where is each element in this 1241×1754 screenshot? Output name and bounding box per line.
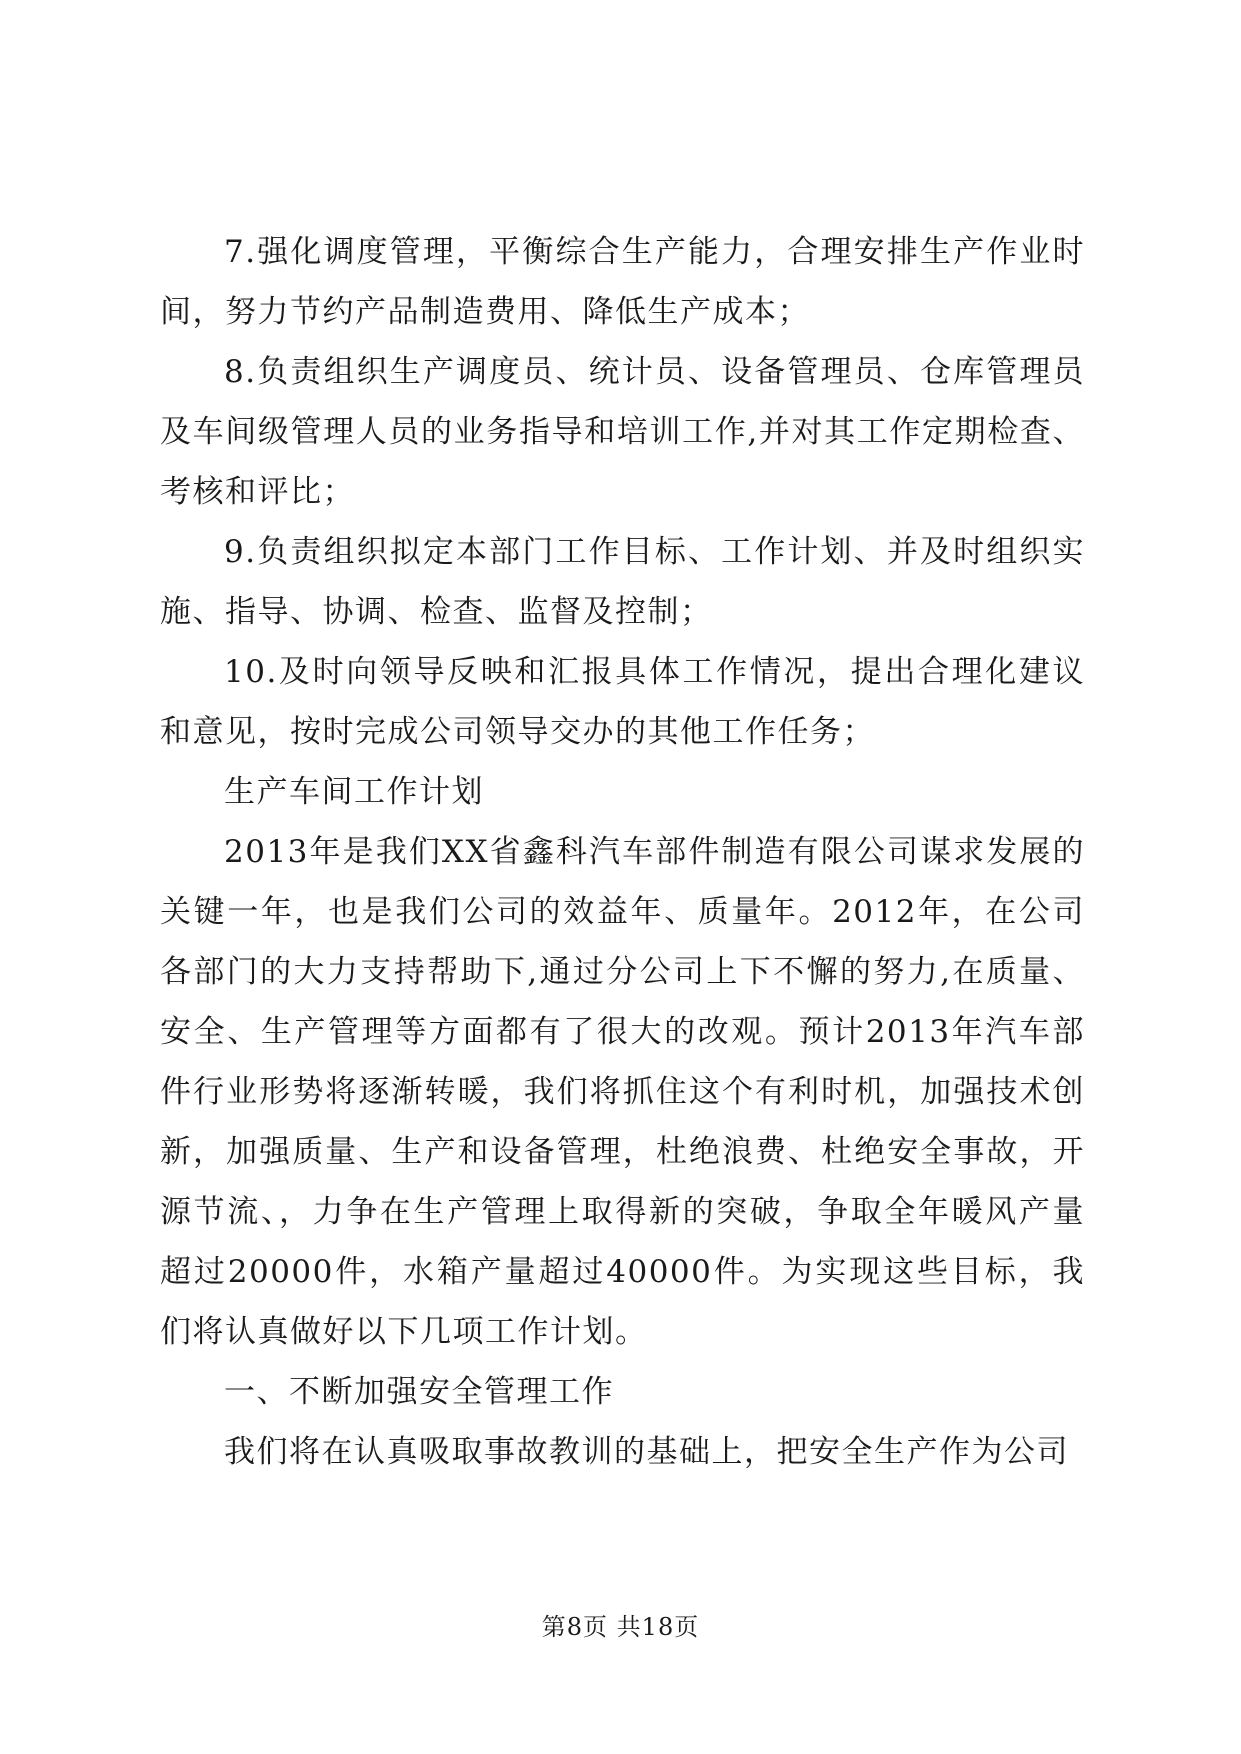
- paragraph-item-7: 7.强化调度管理，平衡综合生产能力，合理安排生产作业时间，努力节约产品制造费用、降低生产成本；: [160, 234, 1085, 330]
- paragraph-safety: 我们将在认真吸取事故教训的基础上，把安全生产作为公司: [224, 1434, 1069, 1470]
- document-body: [160, 222, 1085, 1482]
- paragraph-item-9: 9.负责组织拟定本部门工作目标、工作计划、并及时组织实施、指导、协调、检查、监督及控制；: [160, 534, 1085, 630]
- paragraph-item-10: 10.及时向领导反映和汇报具体工作情况，提出合理化建议和意见，按时完成公司领导交办的其他工作任务；: [160, 654, 1085, 750]
- subsection-heading: 一、不断加强安全管理工作: [224, 1374, 614, 1410]
- section-heading: 生产车间工作计划: [224, 774, 484, 810]
- paragraph-intro: 2013年是我们XX省鑫科汽车部件制造有限公司谋求发展的关键一年，也是我们公司的效益年、质量年。2012年，在公司各部门的大力支持帮助下,通过分公司上下不懈的努力,在质量、安全、生产管理等方面都有了很大的改观。预计2013年汽车部件行业形势将逐渐转暖，我们将抓住这个有利时机，加强技术创新，加强质量、生产和设备管理，杜绝浪费、杜绝安全事故，开源节流、，力争在生产管理上取得新的突破，争取全年暖风产量超过20000件，水箱产量超过40000件。为实现这些目标，我们将认真做好以下几项工作计划。: [160, 834, 1085, 1350]
- paragraph-item-8: 8.负责组织生产调度员、统计员、设备管理员、仓库管理员及车间级管理人员的业务指导和培训工作,并对其工作定期检查、考核和评比；: [160, 354, 1085, 510]
- page-number: 第8页 共18页: [541, 1613, 700, 1641]
